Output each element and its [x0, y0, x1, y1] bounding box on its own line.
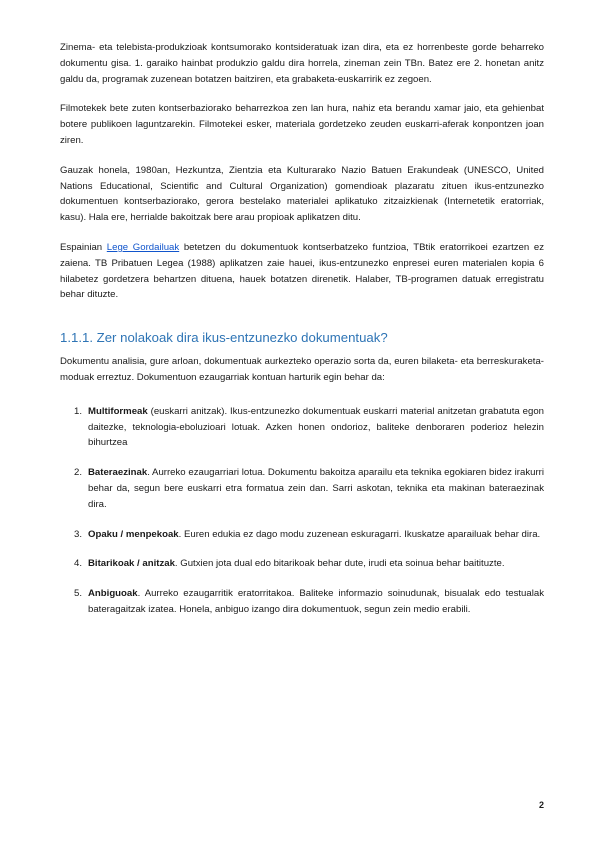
list-item-term: Anbiguoak [88, 588, 138, 600]
characteristics-list [60, 404, 544, 618]
list-item-number: 4. [74, 558, 83, 570]
list-item-text: . Aurreko ezaugarritik eratorritakoa. Baliteke informazio soinudunak, bisualak edo testualak bateragaitzak izatea. Honela, anbiguo izango dira dokumentuok, segun zein medio erabili. [88, 588, 544, 615]
list-item-text: . Gutxien jota dual edo bitarikoak behar dute, irudi eta soinua behar baitituzte. [174, 558, 505, 570]
paragraph-legal-deposit-end: betetzen du dokumentuok kontserbatzeko funtzioa, TBtik eratorrikoei ezartzen ez zaiena. TB Pribatuen Legea (1988) aplikatzen zaie hauei, ikus-entzunezko enpresei euren materialen kopia 6 hilabetez gordetzera behartzen dituena, hauek botatzen direnetik. Halaber, TB-programen datuak erregistratu behar dituzte. [60, 241, 544, 301]
list-item [60, 586, 544, 618]
section-heading: 1.1.1. Zer nolakoak dira ikus-entzunezko dokumentuak? [60, 330, 388, 346]
document-page [60, 40, 544, 632]
paragraph-filmotecas: Filmotekek bete zuten kontserbaziorako beharrezkoa zen lan hura, nahiz eta berandu xamar jaio, eta gehienbat botere publikoen laguntzarekin. Filmotekei esker, materiala gordetzeko zeuden euskarri-aferak konpontzen joan ziren. [60, 103, 544, 146]
list-item [60, 556, 544, 572]
list-item-term: Bitarikoak / anitzak [88, 558, 175, 570]
paragraph-legal-deposit [60, 240, 544, 303]
list-item-number: 5. [74, 588, 83, 600]
list-item-number: 2. [74, 467, 83, 479]
list-item-text: (euskarri anitzak). Ikus-entzunezko dokumentuak euskarri material anitzetan grabatuta egon daitezke, teknologia-eboluzioari lotuak. Azken honen ondorioz, baliteke denboraren poderioz helezin bihurtzea [88, 405, 544, 449]
list-item-term: Multiformeak [88, 405, 148, 417]
list-item [60, 465, 544, 512]
paragraph-legal-deposit-start: Espainian [60, 241, 107, 253]
list-item-term: Bateraezinak [88, 467, 148, 479]
list-item-text: . Euren edukia ez dago modu zuzenean eskuragarri. Ikuskatze aparailuak behar dira. [178, 528, 541, 540]
list-item [60, 527, 544, 543]
list-item [60, 404, 544, 451]
page-number: 2 [538, 800, 544, 810]
paragraph-unesco: Gauzak honela, 1980an, Hezkuntza, Zientzia eta Kulturarako Nazio Batuen Erakundeak (UNESCO, United Nations Educational, Scientific and Cultural Organization) gomendioak plazaratu zituen ikus-entzunezko dokumentuen kontserbaziorako, gerora bestelako materialei aplikatuko zitzaizkienak (Internetetik eratorriak, kasu). Hala ere, herrialde bakoitzak bere arau propioak aplikatzen ditu. [60, 164, 544, 224]
list-item-text: . Aurreko ezaugarriari lotua. Dokumentu bakoitza aparailu eta teknika egokiaren bidez irakurri behar da, segun bere euskarri etra formatua zein dan. Sarri askotan, teknika eta makinan bateraezinak dira. [88, 467, 544, 510]
lege-gordailuak-link[interactable]: Lege Gordailuak [106, 241, 180, 253]
paragraph-production-loss: Zinema- eta telebista-produkzioak kontsumorako kontsideratuak izan dira, eta ez horrenbeste gorde beharreko dokumentu gisa. 1. garaiko hainbat produkzio galdu dira horrela, zineman zein TBn. Batez ere 2. honetan anitz galdu da, programak zuzenean botatzen baitziren, eta grabaketa-euskarririk ez zegoen. [60, 42, 544, 85]
list-item-number: 1. [74, 405, 83, 417]
section-intro: Dokumentu analisia, gure arloan, dokumentuak aurkezteko operazio sorta da, euren bilaketa- eta berreskuraketa-moduak erreztuz. Dokumentuon ezaugarriak kontuan harturik egin behar da: [60, 356, 544, 383]
list-item-term: Opaku / menpekoak [88, 528, 179, 540]
list-item-number: 3. [74, 528, 83, 540]
